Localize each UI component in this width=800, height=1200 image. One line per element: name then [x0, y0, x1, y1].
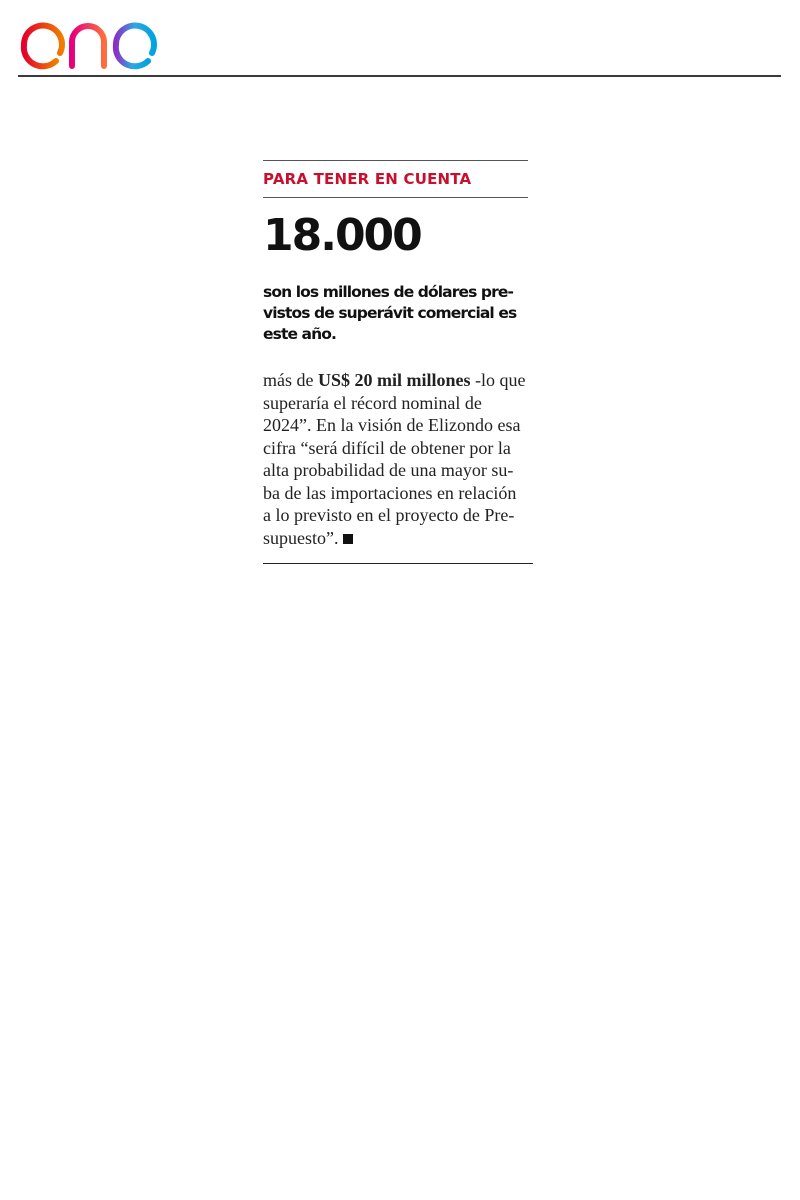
- body-line: ba de las importaciones en relación: [263, 482, 517, 503]
- body-emphasis: US$ 20 mil millones: [317, 370, 471, 390]
- bottom-rule: [263, 563, 533, 564]
- big-figure: 18.000: [263, 210, 421, 261]
- caption-line: este año.: [263, 325, 336, 343]
- enel-logo-icon: [20, 4, 192, 70]
- body-line: -lo que: [470, 370, 526, 390]
- end-of-article-icon: [343, 534, 353, 544]
- figure-caption: [263, 282, 528, 345]
- page-header: [18, 0, 781, 77]
- body-line: supuesto”.: [263, 527, 339, 548]
- caption-line: vistos de superávit comercial es: [263, 304, 517, 322]
- body-lead: más de: [263, 370, 318, 390]
- enel-logo: [20, 4, 192, 70]
- body-line: 2024”. En la visión de Elizondo esa: [263, 415, 521, 435]
- caption-line: son los millones de dólares pre-: [263, 283, 513, 301]
- body-paragraph: [263, 369, 528, 549]
- body-line: alta probabilidad de una mayor su-: [263, 460, 514, 480]
- kicker: PARA TENER EN CUENTA: [263, 170, 528, 198]
- body-line: a lo previsto en el proyecto de Pre-: [263, 505, 515, 525]
- sidebar-box: [263, 160, 533, 564]
- body-line: cifra “será difícil de obtener por la: [263, 437, 511, 458]
- body-line: superaría el récord nominal de: [263, 392, 482, 413]
- top-rule: [263, 160, 528, 161]
